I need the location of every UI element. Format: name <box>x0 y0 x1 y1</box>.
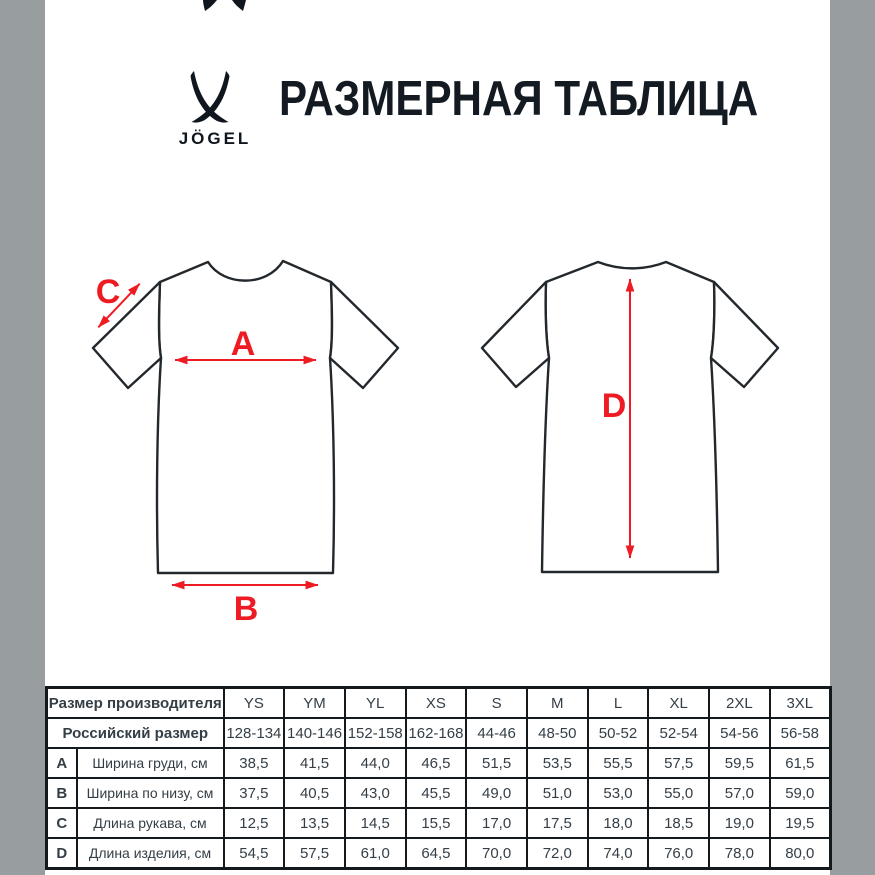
t-shirt-front-body <box>157 261 334 573</box>
value-B-6: 53,0 <box>588 778 649 808</box>
value-C-0: 12,5 <box>224 808 285 838</box>
value-B-9: 59,0 <box>770 778 831 808</box>
russian-size-8: 54-56 <box>709 718 770 748</box>
value-B-1: 40,5 <box>284 778 345 808</box>
value-A-0: 38,5 <box>224 748 285 778</box>
cropped-logo-tip-left <box>203 0 217 11</box>
value-C-8: 19,0 <box>709 808 770 838</box>
value-C-9: 19,5 <box>770 808 831 838</box>
measurement-row-A <box>47 748 831 778</box>
value-C-2: 14,5 <box>345 808 406 838</box>
value-A-5: 53,5 <box>527 748 588 778</box>
russian-size-row <box>47 718 831 748</box>
value-A-3: 46,5 <box>406 748 467 778</box>
russian-size-1: 140-146 <box>284 718 345 748</box>
size-code-YS: YS <box>224 688 285 719</box>
russian-size-2: 152-158 <box>345 718 406 748</box>
measure-letter-C: C <box>47 808 77 838</box>
value-C-3: 15,5 <box>406 808 467 838</box>
value-B-7: 55,0 <box>648 778 709 808</box>
russian-size-3: 162-168 <box>406 718 467 748</box>
measure-label-d: D <box>601 387 627 425</box>
t-shirt-back-sleeve-right <box>711 282 778 387</box>
value-C-1: 13,5 <box>284 808 345 838</box>
size-table <box>45 686 832 870</box>
measure-label-b: B <box>233 590 259 628</box>
measure-desc-A: Ширина груди, см <box>77 748 224 778</box>
value-B-4: 49,0 <box>466 778 527 808</box>
value-D-1: 57,5 <box>284 838 345 869</box>
value-B-5: 51,0 <box>527 778 588 808</box>
cropped-logo-tip-right <box>232 0 246 11</box>
value-B-0: 37,5 <box>224 778 285 808</box>
value-A-2: 44,0 <box>345 748 406 778</box>
measure-desc-B: Ширина по низу, см <box>77 778 224 808</box>
value-D-7: 76,0 <box>648 838 709 869</box>
size-code-XL: XL <box>648 688 709 719</box>
value-D-8: 78,0 <box>709 838 770 869</box>
size-code-YM: YM <box>284 688 345 719</box>
measure-letter-B: B <box>47 778 77 808</box>
size-table-body <box>47 688 831 869</box>
size-code-M: M <box>527 688 588 719</box>
value-C-5: 17,5 <box>527 808 588 838</box>
brand-wordmark: JÖGEL <box>178 129 252 148</box>
value-A-9: 61,5 <box>770 748 831 778</box>
value-C-6: 18,0 <box>588 808 649 838</box>
measurement-row-C <box>47 808 831 838</box>
measure-letter-D: D <box>47 838 77 869</box>
measure-label-c: C <box>95 273 121 311</box>
russian-size-6: 50-52 <box>588 718 649 748</box>
russian-size-0: 128-134 <box>224 718 285 748</box>
measure-label-a: A <box>230 325 256 363</box>
t-shirt-front <box>93 261 398 573</box>
size-code-L: L <box>588 688 649 719</box>
russian-size-7: 52-54 <box>648 718 709 748</box>
value-B-3: 45,5 <box>406 778 467 808</box>
manufacturer-size-row <box>47 688 831 719</box>
value-D-2: 61,0 <box>345 838 406 869</box>
size-code-2XL: 2XL <box>709 688 770 719</box>
value-A-4: 51,5 <box>466 748 527 778</box>
russian-size-5: 48-50 <box>527 718 588 748</box>
value-D-3: 64,5 <box>406 838 467 869</box>
size-code-YL: YL <box>345 688 406 719</box>
measurement-row-B <box>47 778 831 808</box>
value-D-0: 54,5 <box>224 838 285 869</box>
size-code-XS: XS <box>406 688 467 719</box>
value-D-4: 70,0 <box>466 838 527 869</box>
value-A-6: 55,5 <box>588 748 649 778</box>
measure-desc-D: Длина изделия, см <box>77 838 224 869</box>
value-B-8: 57,0 <box>709 778 770 808</box>
jogel-v-mark-icon <box>191 71 230 123</box>
t-shirt-front-sleeve-right <box>330 282 398 388</box>
russian-size-label: Российский размер <box>47 718 224 748</box>
size-code-S: S <box>466 688 527 719</box>
value-C-4: 17,0 <box>466 808 527 838</box>
value-B-2: 43,0 <box>345 778 406 808</box>
value-D-5: 72,0 <box>527 838 588 869</box>
value-A-1: 41,5 <box>284 748 345 778</box>
page-title: РАЗМЕРНАЯ ТАБЛИЦА <box>279 72 759 126</box>
value-D-9: 80,0 <box>770 838 831 869</box>
measure-letter-A: A <box>47 748 77 778</box>
size-code-3XL: 3XL <box>770 688 831 719</box>
value-A-8: 59,5 <box>709 748 770 778</box>
value-C-7: 18,5 <box>648 808 709 838</box>
value-A-7: 57,5 <box>648 748 709 778</box>
russian-size-4: 44-46 <box>466 718 527 748</box>
measurement-row-D <box>47 838 831 869</box>
value-D-6: 74,0 <box>588 838 649 869</box>
manufacturer-size-label: Размер производителя <box>47 688 224 719</box>
measure-desc-C: Длина рукава, см <box>77 808 224 838</box>
russian-size-9: 56-58 <box>770 718 831 748</box>
t-shirt-back-sleeve-left <box>482 282 549 387</box>
